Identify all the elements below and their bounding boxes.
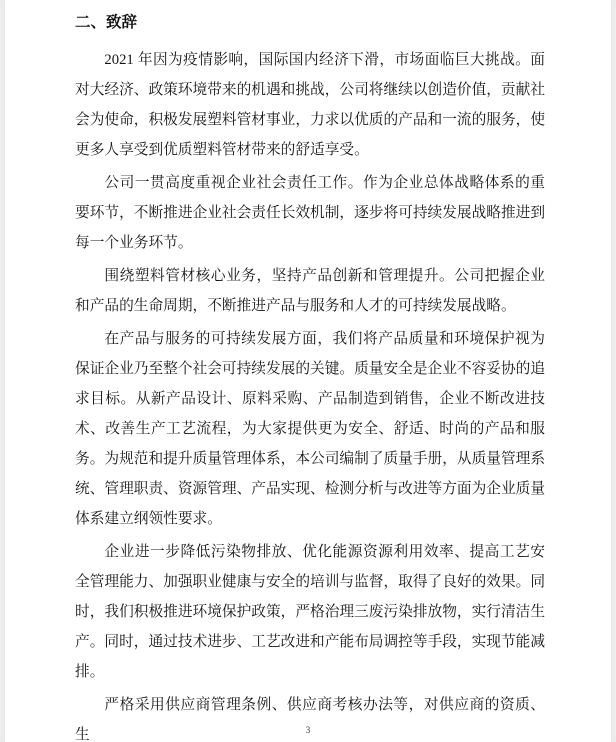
paragraph-5: 企业进一步降低污染物排放、优化能源资源利用效率、提高工艺安全管理能力、加强职业健康与安全的培训与监督，取得了良好的效果。同时，我们积极推进环境保护政策，严格治理三废污染排放物，实行清洁生产。同时，通过技术进步、工艺改进和产能布局调控等手段，实现节能减排。: [75, 544, 546, 680]
section-heading: 二、致辞: [75, 14, 138, 31]
paragraph-1: 2021 年因为疫情影响，国际国内经济下滑，市场面临巨大挑战。面对大经济、政策环境带来的机遇和挑战，公司将继续以创造价值，贡献社会为使命，积极发展塑料管材事业，力求以优质的产品和一流的服务，使更多人享受到优质塑料管材带来的舒适享受。: [75, 52, 546, 158]
paragraph-6: 严格采用供应商管理条例、供应商考核办法等，对供应商的资质、生: [75, 697, 545, 742]
document-page: [5, 0, 611, 742]
paragraph-3: 围绕塑料管材核心业务，坚持产品创新和管理提升。公司把握企业和产品的生命周期，不断推进产品与服务和人才的可持续发展战略。: [75, 268, 545, 314]
paragraph-4: 在产品与服务的可持续发展方面，我们将产品质量和环境保护视为保证企业乃至整个社会可持续发展的关键。质量安全是企业不容妥协的追求目标。从新产品设计、原料采购、产品制造到销售，企业不断改进技术、改善生产工艺流程，为大家提供更为安全、舒适、时尚的产品和服务。为规范和提升质量管理体系，本公司编制了质量手册，从质量管理系统、管理职责、资源管理、产品实现、检测分析与改进等方面为企业质量体系建立纲领性要求。: [75, 331, 546, 527]
page-number: 3: [305, 725, 311, 735]
paragraph-2: 公司一贯高度重视企业社会责任工作。作为企业总体战略体系的重要环节，不断推进企业社会责任长效机制，逐步将可持续发展战略推进到每一个业务环节。: [75, 175, 546, 251]
